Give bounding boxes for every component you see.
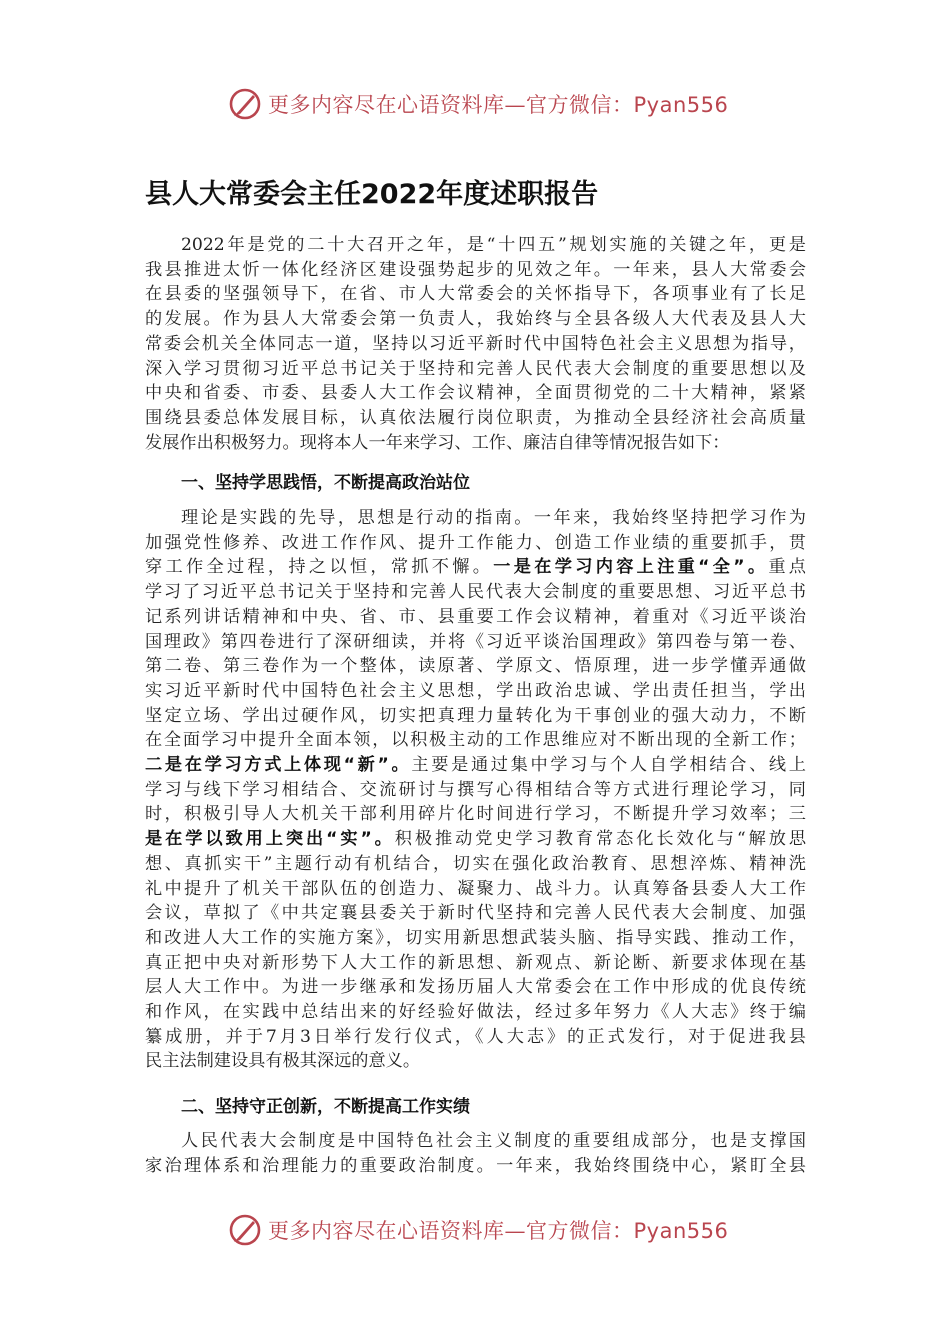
s1-line: 和作风，在实践中总结出来的好经验好做法，经过多年努力《人大志》终于编: [145, 1002, 806, 1023]
quill-logo-icon: [228, 87, 262, 121]
s1-line: 纂成册，并于7月3日举行发行仪式，《人大志》的正式发行，对于促进我县: [145, 1026, 806, 1047]
intro-paragraph: [145, 233, 806, 455]
point-two-emphasis: 二是在学习方式上体现“新”。: [145, 755, 412, 776]
section-1-heading: 一、坚持学思践悟，不断提高政治站位: [181, 473, 470, 493]
footer-banner-text: 更多内容尽在心语资料库—官方微信：Pyan556: [268, 1219, 729, 1243]
s1-line: 真正把中央对新形势下人大工作的新思想、新观点、新论断、新要求体现在基: [145, 952, 806, 973]
intro-line: 深入学习贯彻习近平总书记关于坚持和完善人民代表大会制度的重要思想以及: [145, 358, 806, 379]
s1-line: 学习与线下学习相结合、交流研讨与撰写心得相结合等方式进行理论学习，同: [145, 779, 806, 800]
s1-line: 学习了习近平总书记关于坚持和完善人民代表大会制度的重要思想、习近平总书: [145, 582, 806, 603]
s1-line: 礼中提升了机关干部队伍的创造力、凝聚力、战斗力。认真筹备县委人大工作: [145, 878, 806, 899]
s1-line: 坚定立场、学出过硬作风，切实把真理力量转化为干事创业的强大动力，不断: [145, 705, 806, 726]
section-2-paragraph: [145, 1129, 806, 1178]
s1-line: 穿工作全过程，持之以恒，常抓不懈。一是在学习内容上注重“全”。重点: [145, 557, 806, 578]
s1-line: 时，积极引导人大机关干部利用碎片化时间进行学习，不断提升学习效率；三: [145, 804, 806, 825]
s1-line: 会议，草拟了《中共定襄县委关于新时代坚持和完善人民代表大会制度、加强: [145, 903, 806, 924]
intro-line: 中央和省委、市委、县委人大工作会议精神，全面贯彻党的二十大精神，紧紧: [145, 383, 806, 404]
s1-line: 和改进人大工作的实施方案》，切实用新思想武装头脑、指导实践、推动工作，: [145, 927, 806, 948]
s1-line: 国理政》第四卷进行了深研细读，并将《习近平谈治国理政》第四卷与第一卷、: [145, 631, 806, 652]
s1-line: 民主法制建设具有极其深远的意义。: [145, 1051, 421, 1072]
intro-line: 我县推进太忻一体化经济区建设强势起步的见效之年。一年来，县人大常委会: [145, 259, 806, 280]
s2-line: 家治理体系和治理能力的重要政治制度。一年来，我始终围绕中心，紧盯全县: [145, 1155, 806, 1176]
intro-line: 在县委的坚强领导下，在省、市人大常委会的关怀指导下，各项事业有了长足: [145, 284, 806, 305]
intro-line: 常委会机关全体同志一道，坚持以习近平新时代中国特色社会主义思想为指导，: [145, 333, 806, 354]
s1-line: 实习近平新时代中国特色社会主义思想，学出政治忠诚、学出责任担当，学出: [145, 680, 806, 701]
s2-line: 人民代表大会制度是中国特色社会主义制度的重要组成部分，也是支撑国: [181, 1131, 806, 1151]
document-title: 县人大常委会主任2022年度述职报告: [145, 179, 599, 210]
header-wechat-id: Pyan556: [633, 93, 729, 117]
footer-wechat-id: Pyan556: [633, 1219, 729, 1243]
intro-line: 2022年是党的二十大召开之年，是“十四五”规划实施的关键之年，更是: [181, 235, 806, 255]
intro-line: 围绕县委总体发展目标，认真依法履行岗位职责，为推动全县经济社会高质量: [145, 407, 806, 428]
intro-line: 发展作出积极努力。现将本人一年来学习、工作、廉洁自律等情况报告如下：: [145, 432, 730, 453]
s1-line: 是在学以致用上突出“实”。积极推动党史学习教育常态化长效化与“解放思: [145, 829, 806, 850]
s1-line: 二是在学习方式上体现“新”。主要是通过集中学习与个人自学相结合、线上: [145, 755, 806, 776]
point-one-emphasis: 一是在学习内容上注重“全”。: [493, 557, 769, 578]
s1-line: 层人大工作中。为进一步继承和发扬历届人大常委会在工作中形成的优良传统: [145, 977, 806, 998]
header-banner-text: 更多内容尽在心语资料库—官方微信：Pyan556: [268, 93, 729, 117]
section-1-paragraph: [145, 506, 806, 1074]
intro-line: 的发展。作为县人大常委会第一负责人，我始终与全县各级人大代表及县人大: [145, 309, 806, 330]
s1-line: 加强党性修养、改进工作作风、提升工作能力、创造工作业绩的重要抓手，贯: [145, 532, 806, 553]
footer-banner[interactable]: [228, 1212, 748, 1248]
point-three-emphasis: 是在学以致用上突出“实”。: [145, 829, 395, 850]
s1-line: 第二卷、第三卷作为一个整体，读原著、学原文、悟原理，进一步学懂弄通做: [145, 656, 806, 677]
s1-line: 理论是实践的先导，思想是行动的指南。一年来，我始终坚持把学习作为: [181, 508, 806, 528]
s1-line: 记系列讲话精神和中央、省、市、县重要工作会议精神，着重对《习近平谈治: [145, 606, 806, 627]
quill-logo-icon: [228, 1213, 262, 1247]
s1-line: 想、真抓实干”主题行动有机结合，切实在强化政治教育、思想淬炼、精神洗: [145, 853, 806, 874]
section-2-heading: 二、坚持守正创新，不断提高工作实绩: [181, 1097, 470, 1117]
s1-line: 在全面学习中提升全面本领，以积极主动的工作思维应对不断出现的全新工作；: [145, 730, 806, 751]
header-banner[interactable]: [228, 86, 748, 122]
